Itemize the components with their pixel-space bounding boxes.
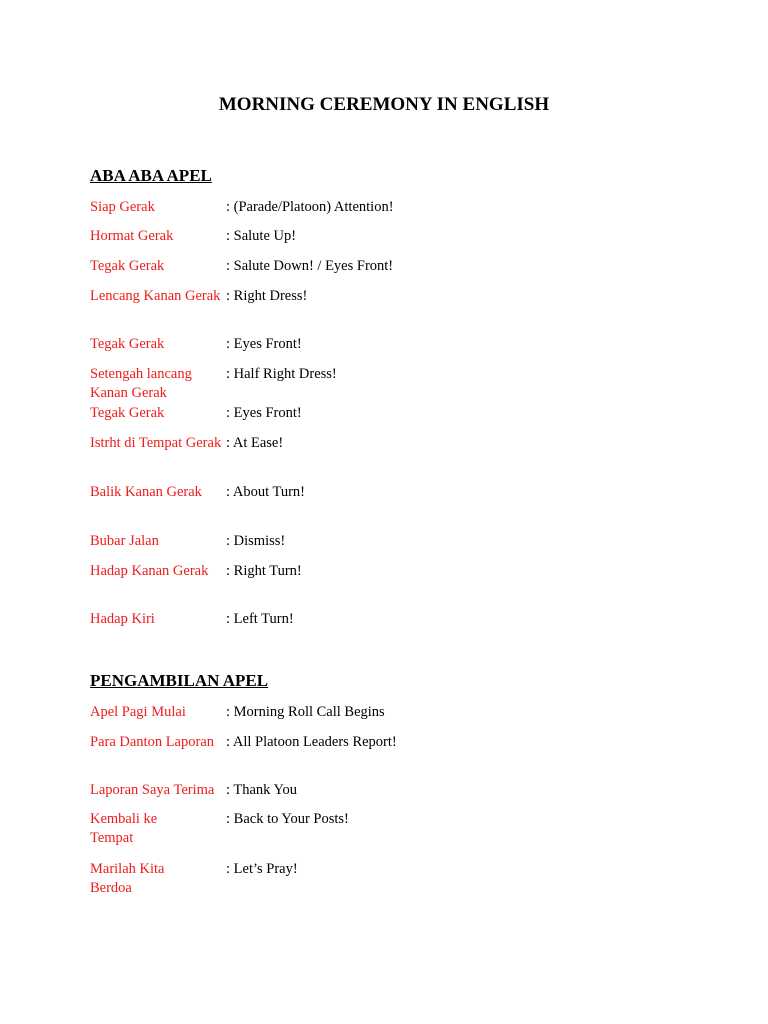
document-title: MORNING CEREMONY IN ENGLISH xyxy=(218,94,550,115)
command-term: Siap Gerak xyxy=(90,199,155,215)
command-meaning: : At Ease! xyxy=(226,435,284,451)
command-meaning: : Eyes Front! xyxy=(226,405,302,421)
command-meaning: : Morning Roll Call Begins xyxy=(226,704,385,720)
command-term: Hormat Gerak xyxy=(90,228,174,244)
command-term: Kembali ke Tempat xyxy=(90,811,158,846)
command-term: Marilah Kita Berdoa xyxy=(90,861,165,896)
command-term: Istrht di Tempat Gerak xyxy=(90,435,222,451)
command-term: Tegak Gerak xyxy=(90,258,165,274)
section-heading-pengambilan-apel: PENGAMBILAN APEL xyxy=(90,671,269,690)
command-meaning: : Back to Your Posts! xyxy=(226,811,349,827)
command-term: Hadap Kiri xyxy=(90,611,155,627)
command-meaning: : Dismiss! xyxy=(226,533,286,549)
command-term: Tegak Gerak xyxy=(90,336,165,352)
command-term: Tegak Gerak xyxy=(90,405,165,421)
command-meaning: : Right Turn! xyxy=(226,563,302,579)
command-term: Balik Kanan Gerak xyxy=(90,484,202,500)
command-meaning: : Right Dress! xyxy=(226,288,308,304)
command-term: Lencang Kanan Gerak xyxy=(90,288,221,304)
command-meaning: : Eyes Front! xyxy=(226,336,302,352)
command-meaning: : All Platoon Leaders Report! xyxy=(226,734,397,750)
section-heading-aba-aba-apel: ABA ABA APEL xyxy=(90,166,212,185)
command-term: Bubar Jalan xyxy=(90,533,159,549)
command-term: Para Danton Laporan xyxy=(90,734,215,750)
command-meaning: : Salute Up! xyxy=(226,228,297,244)
command-term: Laporan Saya Terima xyxy=(90,782,215,798)
command-meaning: : Half Right Dress! xyxy=(226,366,337,382)
command-term: Hadap Kanan Gerak xyxy=(90,563,209,579)
command-term: Apel Pagi Mulai xyxy=(90,704,186,720)
command-meaning: : (Parade/Platoon) Attention! xyxy=(226,199,394,215)
command-term: Setengah lancang Kanan Gerak xyxy=(90,366,192,401)
command-meaning: : Left Turn! xyxy=(226,611,294,627)
command-meaning: : About Turn! xyxy=(226,484,305,500)
command-meaning: : Let’s Pray! xyxy=(226,861,298,877)
command-meaning: : Salute Down! / Eyes Front! xyxy=(226,258,394,274)
command-meaning: : Thank You xyxy=(226,782,298,798)
